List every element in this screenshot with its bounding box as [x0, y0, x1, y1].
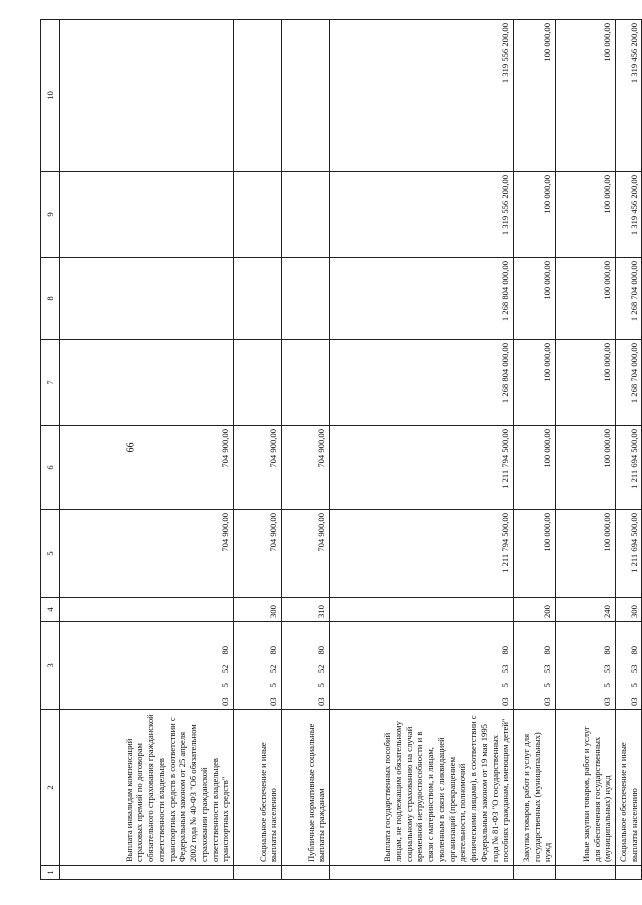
amount-cell: 1 268 804 000,00 — [330, 340, 514, 426]
empty-cell — [616, 866, 642, 880]
code-part: 03 — [602, 697, 613, 706]
code-part: 5 — [542, 683, 553, 688]
table-row — [514, 20, 556, 880]
header-cell: 2 — [41, 710, 60, 866]
amount-cell — [60, 258, 234, 340]
code-part: 53 — [602, 664, 613, 674]
amount-cell: 100 000,00 — [556, 426, 616, 510]
amount-cell — [282, 20, 330, 172]
table-row — [330, 20, 514, 880]
row-name: Выплата инвалидам компенсаций страховых премий по договорам обязательного страхования гражданской ответственности владельцев транспортных средств в соответствии с Федеральным законом от 25 апреля 2002 года № 40-ФЗ "Об обязательном страховании гражданской ответственности владельцев транспортных средств" — [60, 710, 234, 866]
code-cell — [60, 622, 234, 710]
amount-cell: 704 900,00 — [234, 426, 282, 510]
amount-cell: 704 900,00 — [234, 510, 282, 598]
code-cell — [282, 622, 330, 710]
amount-cell: 704 900,00 — [60, 426, 234, 510]
code-part: 80 — [602, 645, 613, 655]
code-part: 80 — [542, 645, 553, 655]
header-row — [41, 20, 60, 880]
amount-cell: 1 319 456 200,00 — [616, 20, 642, 172]
amount-cell: 1 211 794 500,00 — [330, 510, 514, 598]
row-name: Закупка товаров, работ и услуг для государственных (муниципальных) нужд — [514, 710, 556, 866]
amount-cell: 1 268 704 000,00 — [616, 340, 642, 426]
budget-table — [40, 19, 642, 880]
amount-cell: 100 000,00 — [556, 20, 616, 172]
table-row — [556, 20, 616, 880]
amount-cell: 100 000,00 — [514, 340, 556, 426]
amount-cell — [234, 20, 282, 172]
code-part: 5 — [268, 683, 279, 688]
code-part: 80 — [268, 645, 279, 655]
empty-cell — [556, 866, 616, 880]
page-number: 66 — [125, 442, 137, 453]
header-cell: 1 — [41, 866, 60, 880]
expense-type-cell: 240 — [556, 598, 616, 622]
amount-cell: 1 211 694 500,00 — [616, 426, 642, 510]
amount-cell: 1 268 804 000,00 — [330, 258, 514, 340]
code-part: 80 — [316, 645, 327, 655]
amount-cell: 1 211 794 500,00 — [330, 426, 514, 510]
expense-type-cell: 300 — [234, 598, 282, 622]
code-part: 5 — [316, 683, 327, 688]
code-part: 52 — [220, 664, 231, 674]
amount-cell — [60, 172, 234, 258]
amount-cell: 100 000,00 — [514, 510, 556, 598]
amount-cell: 100 000,00 — [556, 340, 616, 426]
table-row — [234, 20, 282, 880]
code-cell — [556, 622, 616, 710]
amount-cell: 100 000,00 — [556, 510, 616, 598]
amount-cell: 1 319 456 200,00 — [616, 172, 642, 258]
row-name: Социальное обеспечение и иные выплаты населению — [616, 710, 642, 866]
amount-cell: 704 900,00 — [282, 510, 330, 598]
header-cell: 9 — [41, 172, 60, 258]
amount-cell — [234, 258, 282, 340]
table-row — [616, 20, 642, 880]
code-part: 53 — [542, 664, 553, 674]
empty-cell — [514, 866, 556, 880]
amount-cell — [282, 340, 330, 426]
amount-cell — [282, 172, 330, 258]
header-cell: 10 — [41, 20, 60, 172]
row-name: Социальное обеспечение и иные выплаты населению — [234, 710, 282, 866]
code-part: 80 — [628, 645, 639, 655]
table-row — [60, 20, 234, 880]
table-frame — [40, 20, 639, 880]
header-cell: 3 — [41, 622, 60, 710]
amount-cell: 100 000,00 — [556, 172, 616, 258]
amount-cell: 1 211 694 500,00 — [616, 510, 642, 598]
code-part: 53 — [628, 664, 639, 674]
code-part: 80 — [500, 645, 511, 655]
amount-cell: 100 000,00 — [514, 172, 556, 258]
code-part: 52 — [268, 664, 279, 674]
amount-cell: 100 000,00 — [514, 258, 556, 340]
amount-cell: 704 900,00 — [60, 510, 234, 598]
code-part: 03 — [268, 697, 279, 706]
code-cell — [514, 622, 556, 710]
table-row — [282, 20, 330, 880]
amount-cell — [234, 340, 282, 426]
empty-cell — [234, 866, 282, 880]
code-part: 03 — [500, 697, 511, 706]
code-part: 80 — [220, 645, 231, 655]
expense-type-cell — [330, 598, 514, 622]
expense-type-cell — [60, 598, 234, 622]
row-name: Публичные нормативные социальные выплаты гражданам — [282, 710, 330, 866]
row-name: Иные закупки товаров, работ и услуг для обеспечения государственных (муниципальных) нужд — [556, 710, 616, 866]
amount-cell — [282, 258, 330, 340]
code-part: 5 — [628, 683, 639, 688]
code-part: 52 — [316, 664, 327, 674]
expense-type-cell: 200 — [514, 598, 556, 622]
amount-cell: 100 000,00 — [514, 426, 556, 510]
row-name: Выплата государственных пособий лицам, не подлежащим обязательному социальному страхованию на случай временной нетрудоспособности и в связи с материнством, и лицам, уволенным в связи с ликвидацией организаций (прекращением деятельности, полномочий физическими лицами), в соответствии с Федеральным законом от 19 мая 1995 года № 81-ФЗ "О государственных пособиях гражданам, имеющим детей" — [330, 710, 514, 866]
code-part: 03 — [316, 697, 327, 706]
code-part: 5 — [220, 683, 231, 688]
expense-type-cell: 310 — [282, 598, 330, 622]
code-part: 5 — [500, 683, 511, 688]
amount-cell: 100 000,00 — [556, 258, 616, 340]
amount-cell: 1 319 556 200,00 — [330, 20, 514, 172]
amount-cell: 1 319 556 200,00 — [330, 172, 514, 258]
amount-cell: 1 268 704 000,00 — [616, 258, 642, 340]
code-cell — [330, 622, 514, 710]
code-part: 53 — [500, 664, 511, 674]
code-part: 03 — [542, 697, 553, 706]
header-cell: 7 — [41, 340, 60, 426]
code-cell — [234, 622, 282, 710]
rotated-table-container — [40, 20, 639, 880]
header-cell: 8 — [41, 258, 60, 340]
amount-cell — [60, 20, 234, 172]
empty-cell — [60, 866, 234, 880]
amount-cell — [234, 172, 282, 258]
empty-cell — [282, 866, 330, 880]
header-cell: 4 — [41, 598, 60, 622]
expense-type-cell: 300 — [616, 598, 642, 622]
amount-cell: 100 000,00 — [514, 20, 556, 172]
code-cell — [616, 622, 642, 710]
header-cell: 5 — [41, 510, 60, 598]
amount-cell: 704 900,00 — [282, 426, 330, 510]
code-part: 03 — [220, 697, 231, 706]
amount-cell — [60, 340, 234, 426]
code-part: 5 — [602, 683, 613, 688]
code-part: 03 — [628, 697, 639, 706]
header-cell: 6 — [41, 426, 60, 510]
empty-cell — [330, 866, 514, 880]
